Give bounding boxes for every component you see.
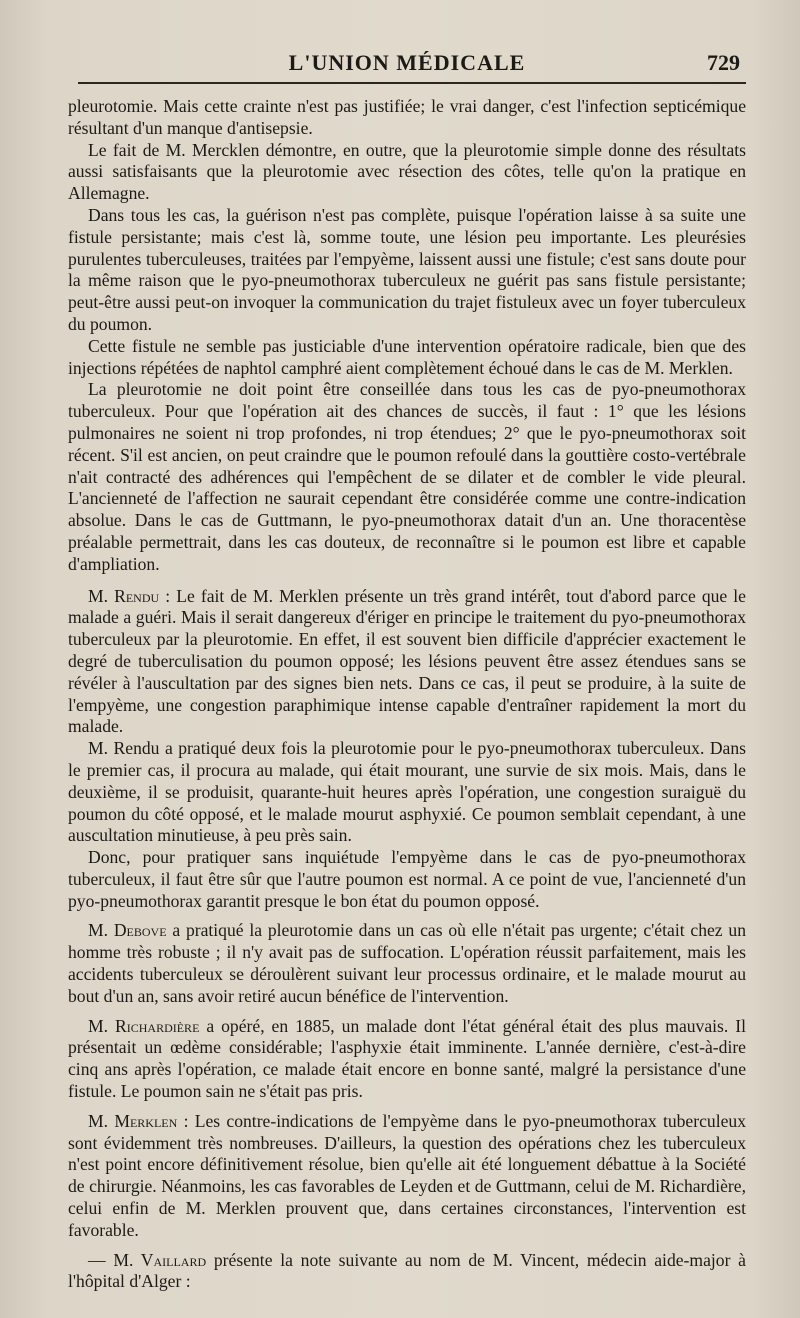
header-rule bbox=[78, 82, 746, 84]
paragraph: Le fait de M. Mercklen démontre, en outre, que la pleurotomie simple donne des résultats aussi satisfaisants que la pleurotomie avec résection des côtes, telle qu'on la pratique en Allemagne. bbox=[68, 139, 746, 204]
speaker-name: M. Merklen bbox=[88, 1110, 178, 1131]
paragraph: pleurotomie. Mais cette crainte n'est pas justifiée; le vrai danger, c'est l'infection septicémique résultant d'un manque d'antisepsie. bbox=[68, 96, 746, 138]
paragraph: Cette fistule ne semble pas justiciable d'une intervention opératoire radicale, bien que des injections répétées de naphtol camphré aient complètement échoué dans le cas de M. Merklen. bbox=[68, 335, 746, 378]
paragraph-text: a pratiqué la pleurotomie dans un cas où elle n'était pas urgente; c'était chez un homme très robuste ; il n'y avait pas de suffocation. L'opération réussit parfaitement, mais les accidents tuberculeux se déroulèrent suivant leur processus ordinaire, et le malade mourut au bout d'un an, sans avoir retiré aucun bénéfice de l'intervention. bbox=[68, 920, 746, 1006]
page-number: 729 bbox=[707, 50, 740, 75]
paragraph bbox=[68, 920, 746, 1007]
page-header bbox=[68, 50, 746, 86]
speaker-name: M. Richardière bbox=[88, 1015, 200, 1036]
paragraph bbox=[68, 1111, 746, 1242]
body-text bbox=[68, 96, 746, 1293]
paragraph-text: : Les contre-indications de l'empyème dans le pyo-pneumothorax tuberculeux sont évidemment très nombreuses. D'ailleurs, la question des opérations chez les tuberculeux n'est point encore définitivement résolue, bien qu'elle ait été longuement débattue à la Société de chirurgie. Néanmoins, les cas favorables de Leyden et de Guttmann, celui de M. Richardière, celui enfin de M. Merklen prouvent que, dans certaines circonstances, l'intervention est favorable. bbox=[68, 1110, 746, 1240]
paragraph: La pleurotomie ne doit point être conseillée dans tous les cas de pyo-pneumothorax tuberculeux. Pour que l'opération ait des chances de succès, il faut : 1° que les lésions pulmonaires ne soient ni trop profondes, ni trop étendues; 2° que le pyo-pneumothorax soit récent. S'il est ancien, on peut craindre que le poumon refoulé dans la gouttière costo-vertébrale n'ait contracté des adhérences qui l'empêchent de se dilater et de combler le vide pleural. L'ancienneté de l'affection ne saurait cependant être considérée comme une contre-indication absolue. Dans le cas de Guttmann, le pyo-pneumothorax datait d'un an. Une thoracentèse préalable permettrait, dans les cas douteux, de reconnaître si le poumon est libre et capable d'ampliation. bbox=[68, 379, 746, 574]
paragraph-text: présente la note suivante au nom de M. Vincent, médecin aide-major à l'hôpital d'Alger : bbox=[68, 1249, 746, 1292]
paragraph: Dans tous les cas, la guérison n'est pas complète, puisque l'opération laisse à sa suite une fistule persistante; mais c'est là, somme toute, une lésion peu importante. Les pleurésies purulentes tuberculeuses, traitées par l'empyème, laissent aussi une fistule; c'est sans doute pour la même raison que le pyo-pneumothorax tuberculeux ne guérit pas sans fistule persistante; peut-être aussi peut-on invoquer la communication du trajet fistuleux avec un foyer tuberculeux du poumon. bbox=[68, 204, 746, 334]
speaker-name: M. Vaillard bbox=[113, 1249, 207, 1270]
paragraph-text: a opéré, en 1885, un malade dont l'état général était des plus mauvais. Il présentait un œdème considérable; l'asphyxie était imminente. L'année dernière, c'est-à-dire cinq ans après l'opération, ce malade était encore en bonne santé, malgré la persistance d'une fistule. Le poumon sain ne s'était pas pris. bbox=[68, 1015, 747, 1102]
paragraph bbox=[68, 1250, 746, 1294]
paragraph-text: : Le fait de M. Merklen présente un très grand intérêt, tout d'abord parce que le malade a guéri. Mais il serait dangereux d'ériger en principe le traitement du pyo-pneumothorax tuberculeux par la pleurotomie. En effet, il est souvent bien difficile d'apprécier exactement le degré de tuberculisation du poumon opposé; les lésions peuvent être assez étendues sans se révéler à l'auscultation par des signes bien nets. Dans ce cas, il peut se produire, à la suite de l'empyème, une congestion paraphimique intense capable d'entraîner rapidement la mort du malade. bbox=[68, 585, 746, 737]
paragraph: M. Rendu a pratiqué deux fois la pleurotomie pour le pyo-pneumothorax tuberculeux. Dans le premier cas, il procura au malade, qui était mourant, une survie de six mois. Mais, dans le deuxième, il se produisit, quarante-huit heures après l'opération, une congestion suraiguë du poumon du côté opposé, et le malade mourut asphyxié. Ce poumon semblait cependant, à une auscultation minutieuse, à peu près sain. bbox=[68, 738, 746, 846]
paragraph bbox=[68, 1016, 746, 1103]
paragraph: Donc, pour pratiquer sans inquiétude l'empyème dans le cas de pyo-pneumothorax tuberculeux, il faut être sûr que l'autre poumon est normal. A ce point de vue, l'ancienneté d'un pyo-pneumothorax garantit presque le bon état du poumon opposé. bbox=[68, 847, 746, 911]
speaker-name: M. Rendu bbox=[88, 585, 160, 606]
speaker-name: M. Debove bbox=[88, 920, 167, 941]
running-title: L'UNION MÉDICALE bbox=[288, 50, 526, 75]
dash-prefix: — bbox=[88, 1249, 114, 1270]
paragraph bbox=[68, 586, 746, 739]
